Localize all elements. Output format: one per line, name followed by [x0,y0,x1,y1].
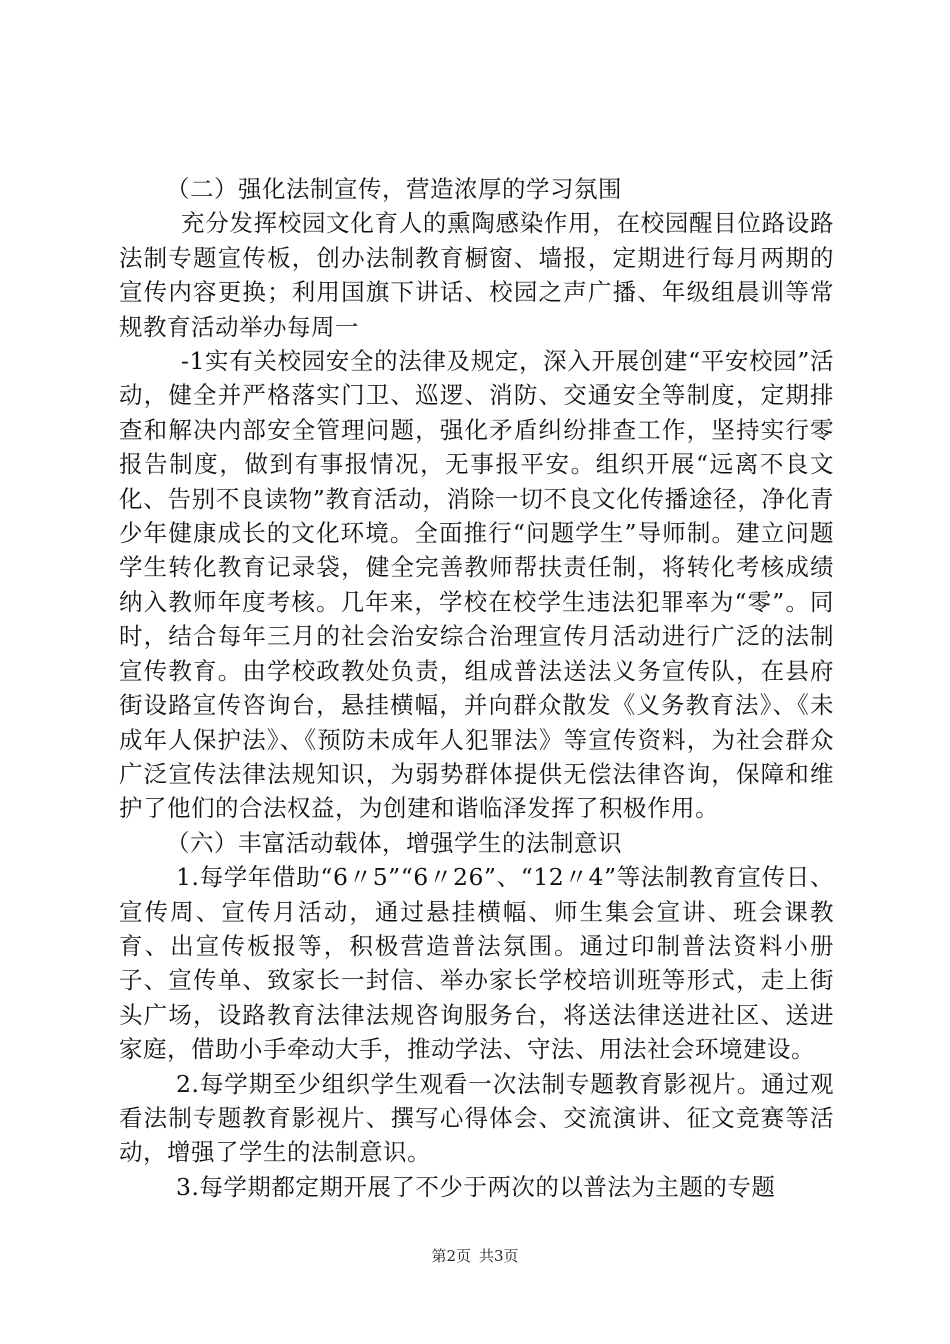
paragraph-campus-culture: 充分发挥校园文化育人的熏陶感染作用，在校园醒目位路设路法制专题宣传板，创办法制教育橱窗、墙报，定期进行每月两期的宣传内容更换；利用国旗下讲话、校园之声广播、年级组晨训等常规教育活动举办每周一 [119,209,834,341]
page-total: 共3页 [479,1247,519,1265]
document-body [119,172,834,1204]
list-item-1: 1.每学年借助“6〃5”“6〃26”、“12〃4”等法制教育宣传日、宣传周、宣传月活动，通过悬挂横幅、师生集会宣讲、班会课教育、出宣传板报等，积极营造普法氛围。通过印制普法资料小册子、宣传单、致家长一封信、举办家长学校培训班等形式，走上街头广场，设路教育法律法规咨询服务台，将送法律送进社区、送进家庭，借助小手牵动大手，推动学法、守法、用法社会环境建设。 [119,863,834,1064]
list-item-3: 3.每学期都定期开展了不少于两次的以普法为主题的专题 [176,1172,776,1201]
paragraph-safety-law: -1实有关校园安全的法律及规定，深入开展创建“平安校园”活动，健全并严格落实门卫、巡逻、消防、交通安全等制度，定期排查和解决内部安全管理问题，强化矛盾纠纷排查工作，坚持实行零报告制度，做到有事报情况，无事报平安。组织开展“远离不良文化、告别不良读物”教育活动，消除一切不良文化传播途径，净化青少年健康成长的文化环境。全面推行“问题学生”导师制。建立问题学生转化教育记录袋，健全完善教师帮扶责任制，将转化考核成绩纳入教师年度考核。几年来，学校在校学生违法犯罪率为“零”。同时，结合每年三月的社会治安综合治理宣传月活动进行广泛的法制宣传教育。由学校政教处负责，组成普法送法义务宣传队，在县府街设路宣传咨询台，悬挂横幅，并向群众散发《义务教育法》、《未成年人保护法》、《预防未成年人犯罪法》等宣传资料，为社会群众广泛宣传法律法规知识，为弱势群体提供无偿法律咨询，保障和维护了他们的合法权益，为创建和谐临泽发挥了积极作用。 [119,347,834,823]
section-heading-6: （六）丰富活动载体，增强学生的法制意识 [166,828,622,857]
page-number: 第2页 [431,1247,471,1265]
section-heading-2: （二）强化法制宣传，营造浓厚的学习氛围 [166,175,622,203]
page-footer [0,1245,950,1266]
list-item-2: 2.每学期至少组织学生观看一次法制专题教育影视片。通过观看法制专题教育影视片、撰写心得体会、交流演讲、征文竞赛等活动，增强了学生的法制意识。 [119,1069,834,1167]
